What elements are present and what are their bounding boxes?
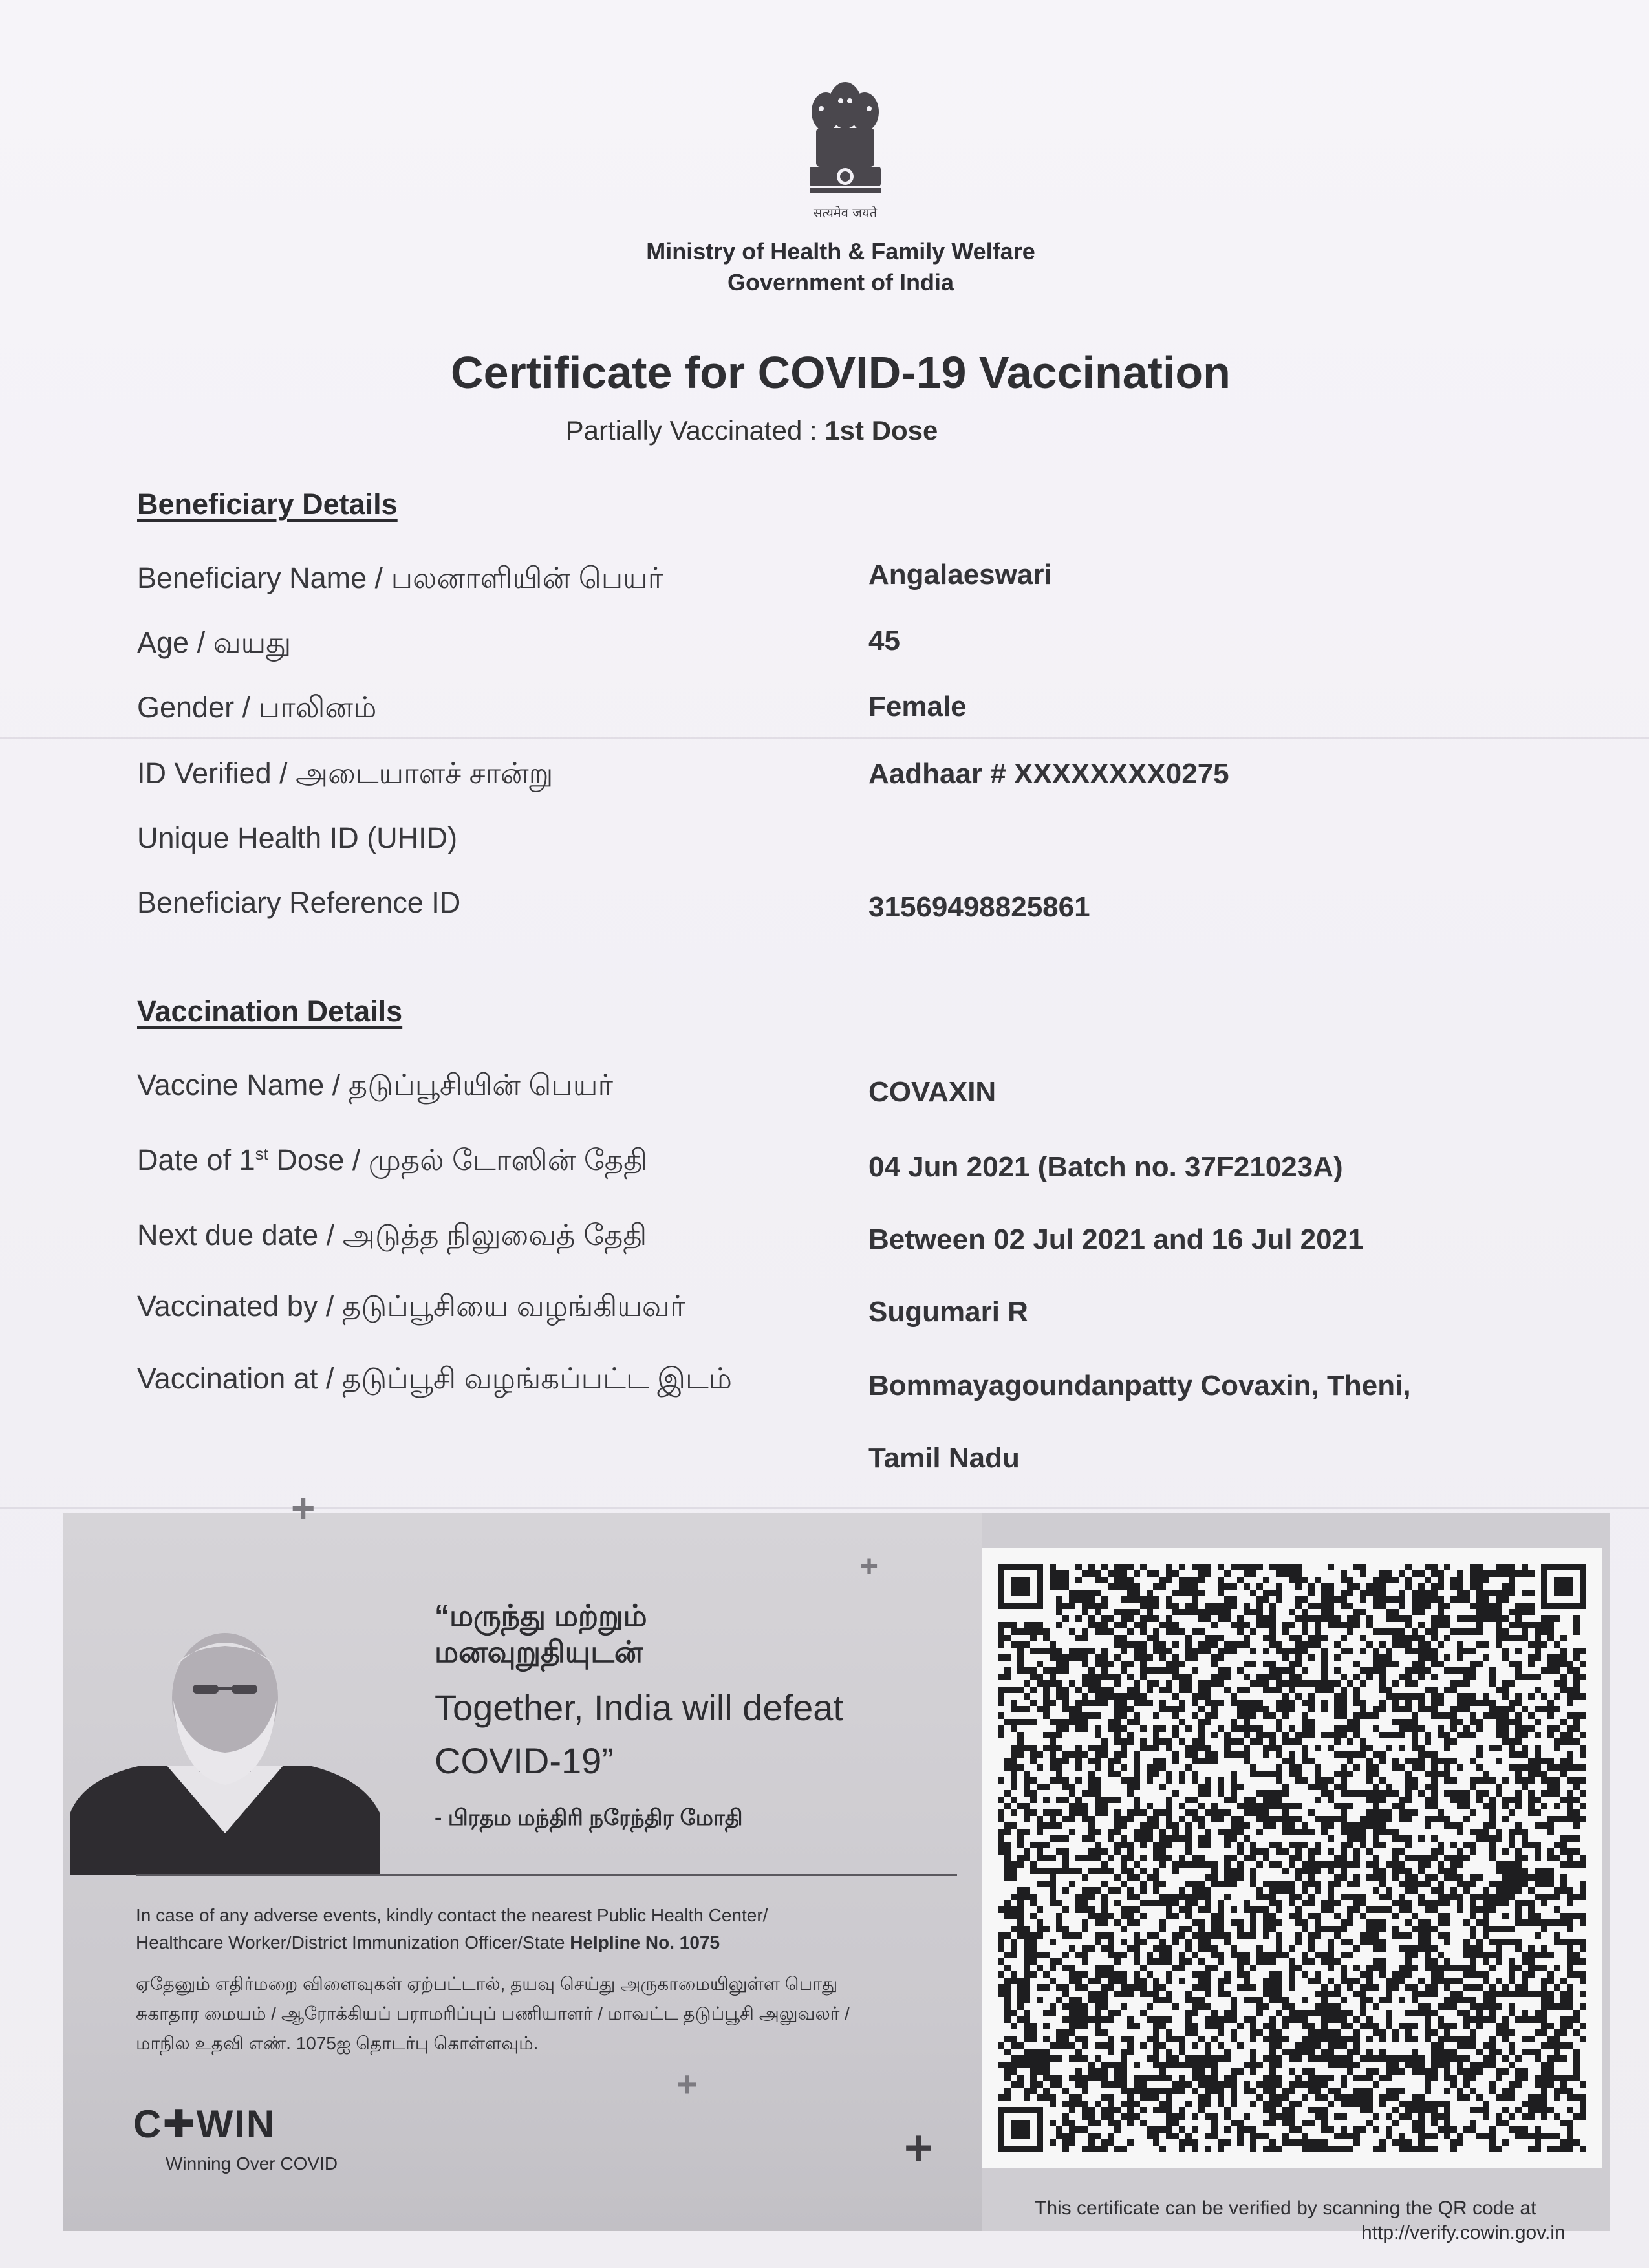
vaccine-name-value: COVAXIN (868, 1076, 997, 1108)
beneficiary-heading: Beneficiary Details (137, 488, 398, 521)
next-due-value: Between 02 Jul 2021 and 16 Jul 2021 (868, 1224, 1364, 1255)
uhid-label: Unique Health ID (UHID) (137, 821, 458, 854)
vaccinated-by-value: Sugumari R (868, 1296, 1028, 1328)
prime-minister-portrait (70, 1620, 380, 1875)
ministry-name: Ministry of Health & Family Welfare (646, 238, 1035, 265)
quote-tamil-line2: மனவுறுதியுடன் (435, 1635, 643, 1669)
id-verified-value: Aadhaar # XXXXXXXX0275 (868, 758, 1229, 790)
reference-id-value: 31569498825861 (868, 891, 1090, 923)
dose-label-post: Dose / முதல் டோஸின் தேதி (268, 1143, 647, 1176)
quote-english-line1: Together, India will defeat (435, 1687, 843, 1728)
dose-label-pre: Date of 1 (137, 1143, 255, 1176)
plus-icon: + (904, 2121, 933, 2176)
next-due-label: Next due date / அடுத்த நிலுவைத் தேதி (137, 1218, 647, 1251)
reference-id-label: Beneficiary Reference ID (137, 886, 461, 919)
adverse-events-en-line2 (136, 1932, 720, 1953)
verify-note-line1: This certificate can be verified by scanning the QR code at (1035, 2198, 1536, 2219)
qr-finder-pattern (998, 1564, 1043, 1609)
vaccination-status (0, 415, 1503, 446)
quote-tamil (435, 1597, 647, 1670)
dose-date-value: 04 Jun 2021 (Batch no. 37F21023A) (868, 1151, 1343, 1183)
vaccinated-at-value-line2: Tamil Nadu (868, 1442, 1020, 1474)
cowin-tagline: Winning Over COVID (166, 2154, 338, 2174)
quote-attribution: - பிரதம மந்திரி நரேந்திர மோதி (435, 1806, 743, 1830)
status-dose: 1st Dose (824, 415, 938, 446)
gender-label: Gender / பாலினம் (137, 691, 377, 724)
status-prefix: Partially Vaccinated : (565, 415, 825, 446)
vaccinated-at-label: Vaccination at / தடுப்பூசி வழங்கப்பட்ட இடம் (137, 1362, 732, 1395)
id-verified-label: ID Verified / அடையாளச் சான்று (137, 757, 554, 790)
adverse-events-ta-line2: சுகாதார மையம் / ஆரோக்கியப் பராமரிப்புப் பணியாளர் / மாவட்ட தடுப்பூசி அலுவலர் / (136, 2003, 850, 2024)
vaccinated-at-value-line1: Bommayagoundanpatty Covaxin, Theni, (868, 1370, 1411, 1401)
banner-divider (136, 1874, 957, 1876)
beneficiary-name-label: Beneficiary Name / பலனாளியின் பெயர் (137, 561, 663, 594)
certificate-title: Certificate for COVID-19 Vaccination (451, 347, 1231, 398)
verification-qr-code[interactable] (998, 1564, 1586, 2152)
qr-finder-pattern (998, 2107, 1043, 2152)
adverse-en-line2-text: Healthcare Worker/District Immunization Officer/State (136, 1932, 570, 1952)
paper-fold (0, 1507, 1649, 1509)
gender-value: Female (868, 691, 967, 722)
plus-icon: + (291, 1485, 316, 1531)
qr-modules (998, 1564, 1586, 2152)
vaccine-name-label: Vaccine Name / தடுப்பூசியின் பெயர் (137, 1068, 613, 1101)
quote-english-line2: COVID-19” (435, 1740, 614, 1781)
vaccination-heading: Vaccination Details (137, 995, 403, 1028)
adverse-events-ta-line1: ஏதேனும் எதிர்மறை விளைவுகள் ஏற்பட்டால், தயவு செய்து அருகாமையிலுள்ள பொது (136, 1974, 838, 1994)
helpline-number: Helpline No. 1075 (570, 1932, 720, 1952)
plus-icon: + (676, 2064, 698, 2104)
vaccinated-by-label: Vaccinated by / தடுப்பூசியை வழங்கியவர் (137, 1290, 685, 1323)
dose-label-sup: st (255, 1144, 268, 1163)
cowin-logo: C✚WIN (133, 2102, 276, 2146)
adverse-events-en-line1: In case of any adverse events, kindly contact the nearest Public Health Center/ (136, 1905, 768, 1925)
quote-tamil-line1: “மருந்து மற்றும் (435, 1599, 647, 1632)
adverse-events-ta-line3: மாநில உதவி எண். 1075ஐ தொடர்பு கொள்ளவும். (136, 2033, 539, 2053)
national-emblem-icon (797, 76, 894, 238)
beneficiary-name-value: Angalaeswari (868, 559, 1052, 590)
plus-icon: + (860, 1550, 879, 1584)
dose-date-label (137, 1143, 647, 1181)
government-name: Government of India (727, 269, 954, 296)
verify-note-line2[interactable]: http://verify.cowin.gov.in (1361, 2222, 1566, 2243)
age-value: 45 (868, 625, 900, 656)
quote-english (435, 1681, 843, 1787)
qr-finder-pattern (1541, 1564, 1586, 1609)
paper-fold (0, 737, 1649, 739)
emblem-motto: सत्यमेव जयते (813, 205, 878, 221)
age-label: Age / வயது (137, 626, 292, 659)
